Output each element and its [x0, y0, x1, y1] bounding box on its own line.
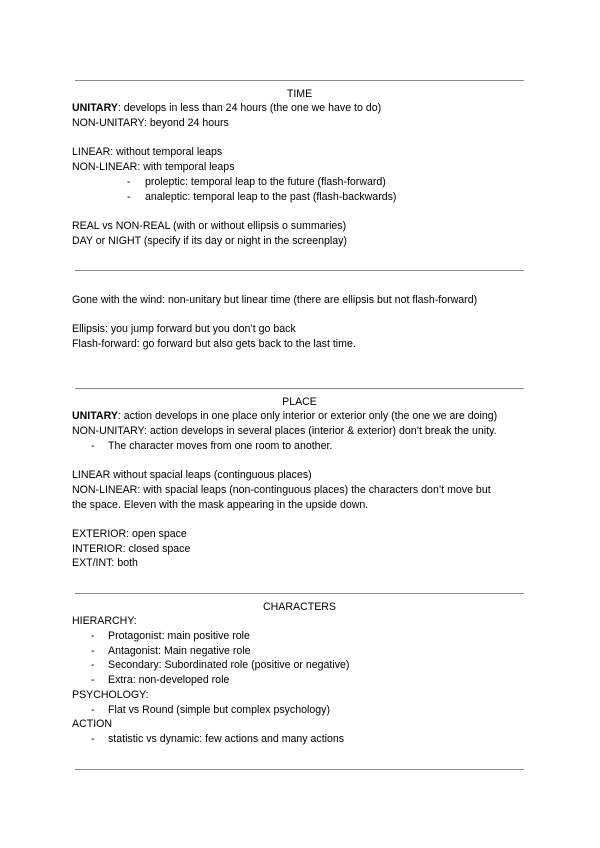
- characters-heading: CHARACTERS: [263, 601, 336, 613]
- section-divider: [75, 769, 524, 770]
- place-bullet: The character moves from one room to another.: [108, 440, 333, 452]
- time-unitary-desc: : develops in less than 24 hours (the one we have to do): [117, 102, 382, 114]
- place-heading: PLACE: [282, 396, 317, 408]
- time-unitary-line: [72, 101, 381, 116]
- place-unitary-desc: : action develops in one place only interior or exterior only (the one we are doing): [117, 410, 498, 422]
- time-bullet-analeptic: analeptic: temporal leap to the past (flash-backwards): [145, 191, 397, 203]
- time-unitary-term: UNITARY: [72, 102, 118, 114]
- list-dash: -: [91, 733, 95, 745]
- section-divider: [75, 270, 524, 271]
- note-ellipsis: Ellipsis: you jump forward but you don’t go back: [72, 323, 296, 335]
- characters-psychology: PSYCHOLOGY:: [72, 689, 149, 701]
- place-non-linear-1: NON-LINEAR: with spacial leaps (non-continguous places) the characters don’t move but: [72, 484, 491, 496]
- time-bullet-proleptic: proleptic: temporal leap to the future (flash-forward): [145, 176, 386, 188]
- psychology-item: Flat vs Round (simple but complex psychology): [108, 704, 330, 716]
- section-divider: [75, 388, 524, 389]
- characters-hierarchy: HIERARCHY:: [72, 615, 137, 627]
- place-interior: INTERIOR: closed space: [72, 543, 191, 555]
- list-dash: -: [127, 191, 131, 203]
- list-dash: -: [91, 645, 95, 657]
- list-dash: -: [91, 704, 95, 716]
- action-item: statistic vs dynamic: few actions and many actions: [108, 733, 345, 745]
- time-day-night: DAY or NIGHT (specify if its day or night in the screenplay): [72, 235, 347, 247]
- place-linear: LINEAR without spacial leaps (continguous places): [72, 469, 312, 481]
- hierarchy-item-secondary: Secondary: Subordinated role (positive or negative): [108, 659, 350, 671]
- place-exterior: EXTERIOR: open space: [72, 528, 187, 540]
- place-unitary-term: UNITARY: [72, 410, 118, 422]
- section-divider: [75, 80, 524, 81]
- time-real: REAL vs NON-REAL (with or without ellipsis o summaries): [72, 220, 347, 232]
- section-divider: [75, 593, 524, 594]
- list-dash: -: [91, 674, 95, 686]
- list-dash: -: [127, 176, 131, 188]
- hierarchy-item-antagonist: Antagonist: Main negative role: [108, 645, 251, 657]
- time-non-linear: NON-LINEAR: with temporal leaps: [72, 161, 235, 173]
- place-ext-int: EXT/INT: both: [72, 557, 138, 569]
- place-unitary-line: [72, 409, 497, 424]
- hierarchy-item-extra: Extra: non-developed role: [108, 674, 230, 686]
- list-dash: -: [91, 659, 95, 671]
- list-dash: -: [91, 440, 95, 452]
- time-non-unitary: NON-UNITARY: beyond 24 hours: [72, 117, 229, 129]
- place-non-unitary: NON-UNITARY: action develops in several places (interior & exterior) don’t break the unity.: [72, 425, 497, 437]
- list-dash: -: [91, 630, 95, 642]
- hierarchy-item-protagonist: Protagonist: main positive role: [108, 630, 250, 642]
- time-linear: LINEAR: without temporal leaps: [72, 146, 223, 158]
- note-flash-forward: Flash-forward: go forward but also gets back to the last time.: [72, 338, 356, 350]
- place-non-linear-2: the space. Eleven with the mask appearing in the upside down.: [72, 499, 369, 511]
- time-heading: TIME: [286, 88, 313, 100]
- characters-action: ACTION: [72, 718, 113, 730]
- note-gone-with-the-wind: Gone with the wind: non-unitary but linear time (there are ellipsis but not flash-forward): [72, 294, 478, 306]
